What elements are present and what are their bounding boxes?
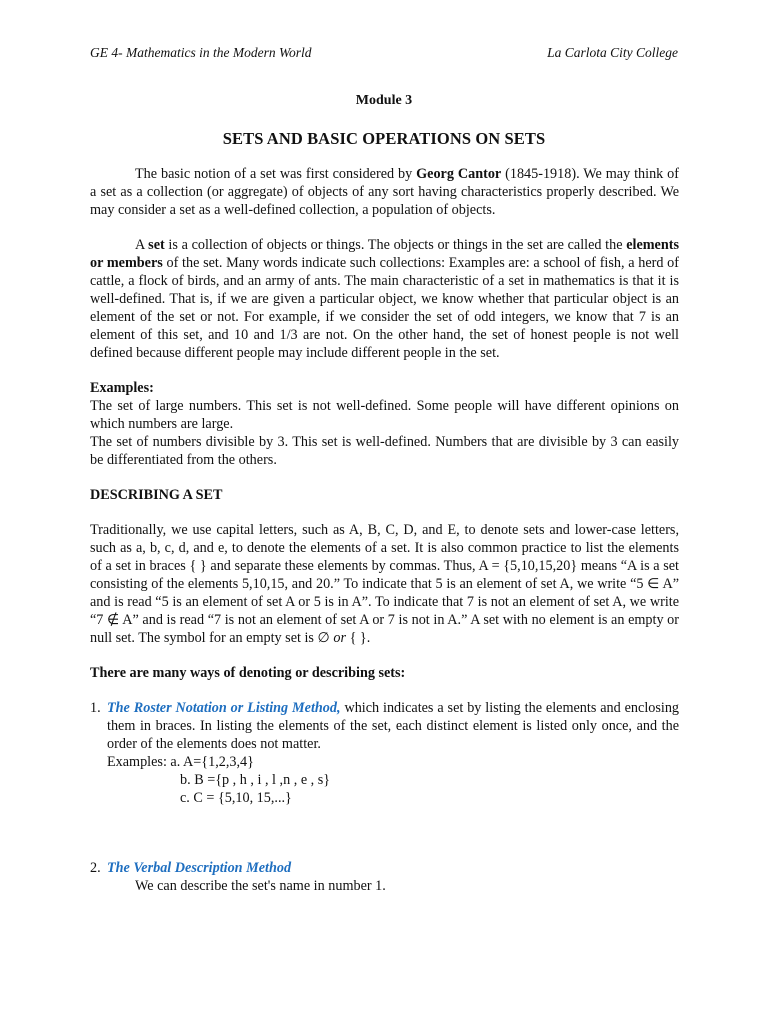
describing-tail: { }. [346,630,371,646]
setdef-text-2: is a collection of objects or things. The objects or things in the set are called the [164,237,627,253]
list-number-2: 2. [90,860,101,876]
describing-or: or [333,630,347,646]
list-number-1: 1. [90,700,101,716]
roster-method-text: which indicates a set by listing the elements and enclosing them in braces. In listing the elements of the set, each distinct element is listed only once, and the order of the elements does not matter. [107,700,680,752]
describing-paragraph [90,521,679,647]
roster-example-b: b. B ={p , h , i , l ,n , e , s} [180,772,331,788]
intro-name: Georg Cantor [416,166,502,182]
intro-text-rest: (1845-1918). We may think of a set as a collection (or aggregate) of objects of any sort having characteristics properly described. We may consider a set as a well-defined collection, a population of objects. [90,166,679,218]
examples-heading: Examples: [90,380,154,396]
setdef-bold-set: set [148,237,165,253]
setdef-bold-elements: elements or members [90,237,679,271]
roster-examples-label: Examples: a. A={1,2,3,4} [107,754,254,770]
intro-text: The basic notion of a set was first considered by [135,166,417,182]
intro-paragraph [90,165,679,219]
setdef-text-3: of the set. Many words indicate such collections: Examples are: a school of fish, a herd of cattle, a flock of birds, and an army of ants. The main characteristic of a set in mathematics is that it is well-defined. That is, if we are given a particular object, we know whether that particular object is an element of the set or not. For example, if we consider the set of odd integers, we know that 7 is an element of this set, and 10 and 1/3 are not. On the other hand, the set of honest people is not well defined because different people may include different people in the set. [90,255,679,361]
list-item-verbal [90,859,679,877]
header-school: La Carlota City College [547,45,678,60]
verbal-method-name: The Verbal Description Method [107,860,292,876]
setdef-text-1: A [135,237,149,253]
page-title: SETS AND BASIC OPERATIONS ON SETS [222,129,546,148]
document-body [90,165,679,895]
header-course: GE 4- Mathematics in the Modern World [90,45,312,60]
set-definition-paragraph [90,236,679,362]
ways-heading: There are many ways of denoting or describing sets: [90,665,406,681]
verbal-method-text: We can describe the set's name in number 1. [135,878,386,894]
roster-method-name: The Roster Notation or Listing Method, [107,700,341,716]
module-label: Module 3 [355,93,413,108]
roster-example-c: c. C = {5,10, 15,...} [180,790,292,806]
example-1: The set of large numbers. This set is not well-defined. Some people will have different opinions on which numbers are large. [90,398,679,432]
example-2: The set of numbers divisible by 3. This set is well-defined. Numbers that are divisible by 3 can easily be differentiated from the others. [90,434,679,468]
list-item-roster [90,699,679,753]
describing-text: Traditionally, we use capital letters, such as A, B, C, D, and E, to denote sets and lower-case letters, such as a, b, c, d, and e, to denote the elements of a set. It is also common practice to list the elements of a set in braces { } and separate these elements by commas. Thus, A = {5,10,15,20} means “A is a set consisting of the elements 5,10,15, and 20.” To indicate that 5 is an element of set A, we write “5 ∈ A” and is read “5 is an element of set A or 5 is in A”. To indicate that 7 is not an element of set A, we write “7 ∉ A” and is read “7 is not an element of set A or 7 is not in A.” A set with no element is an empty or null set. The symbol for an empty set is ∅ [90,522,679,646]
describing-heading: DESCRIBING A SET [90,487,223,503]
